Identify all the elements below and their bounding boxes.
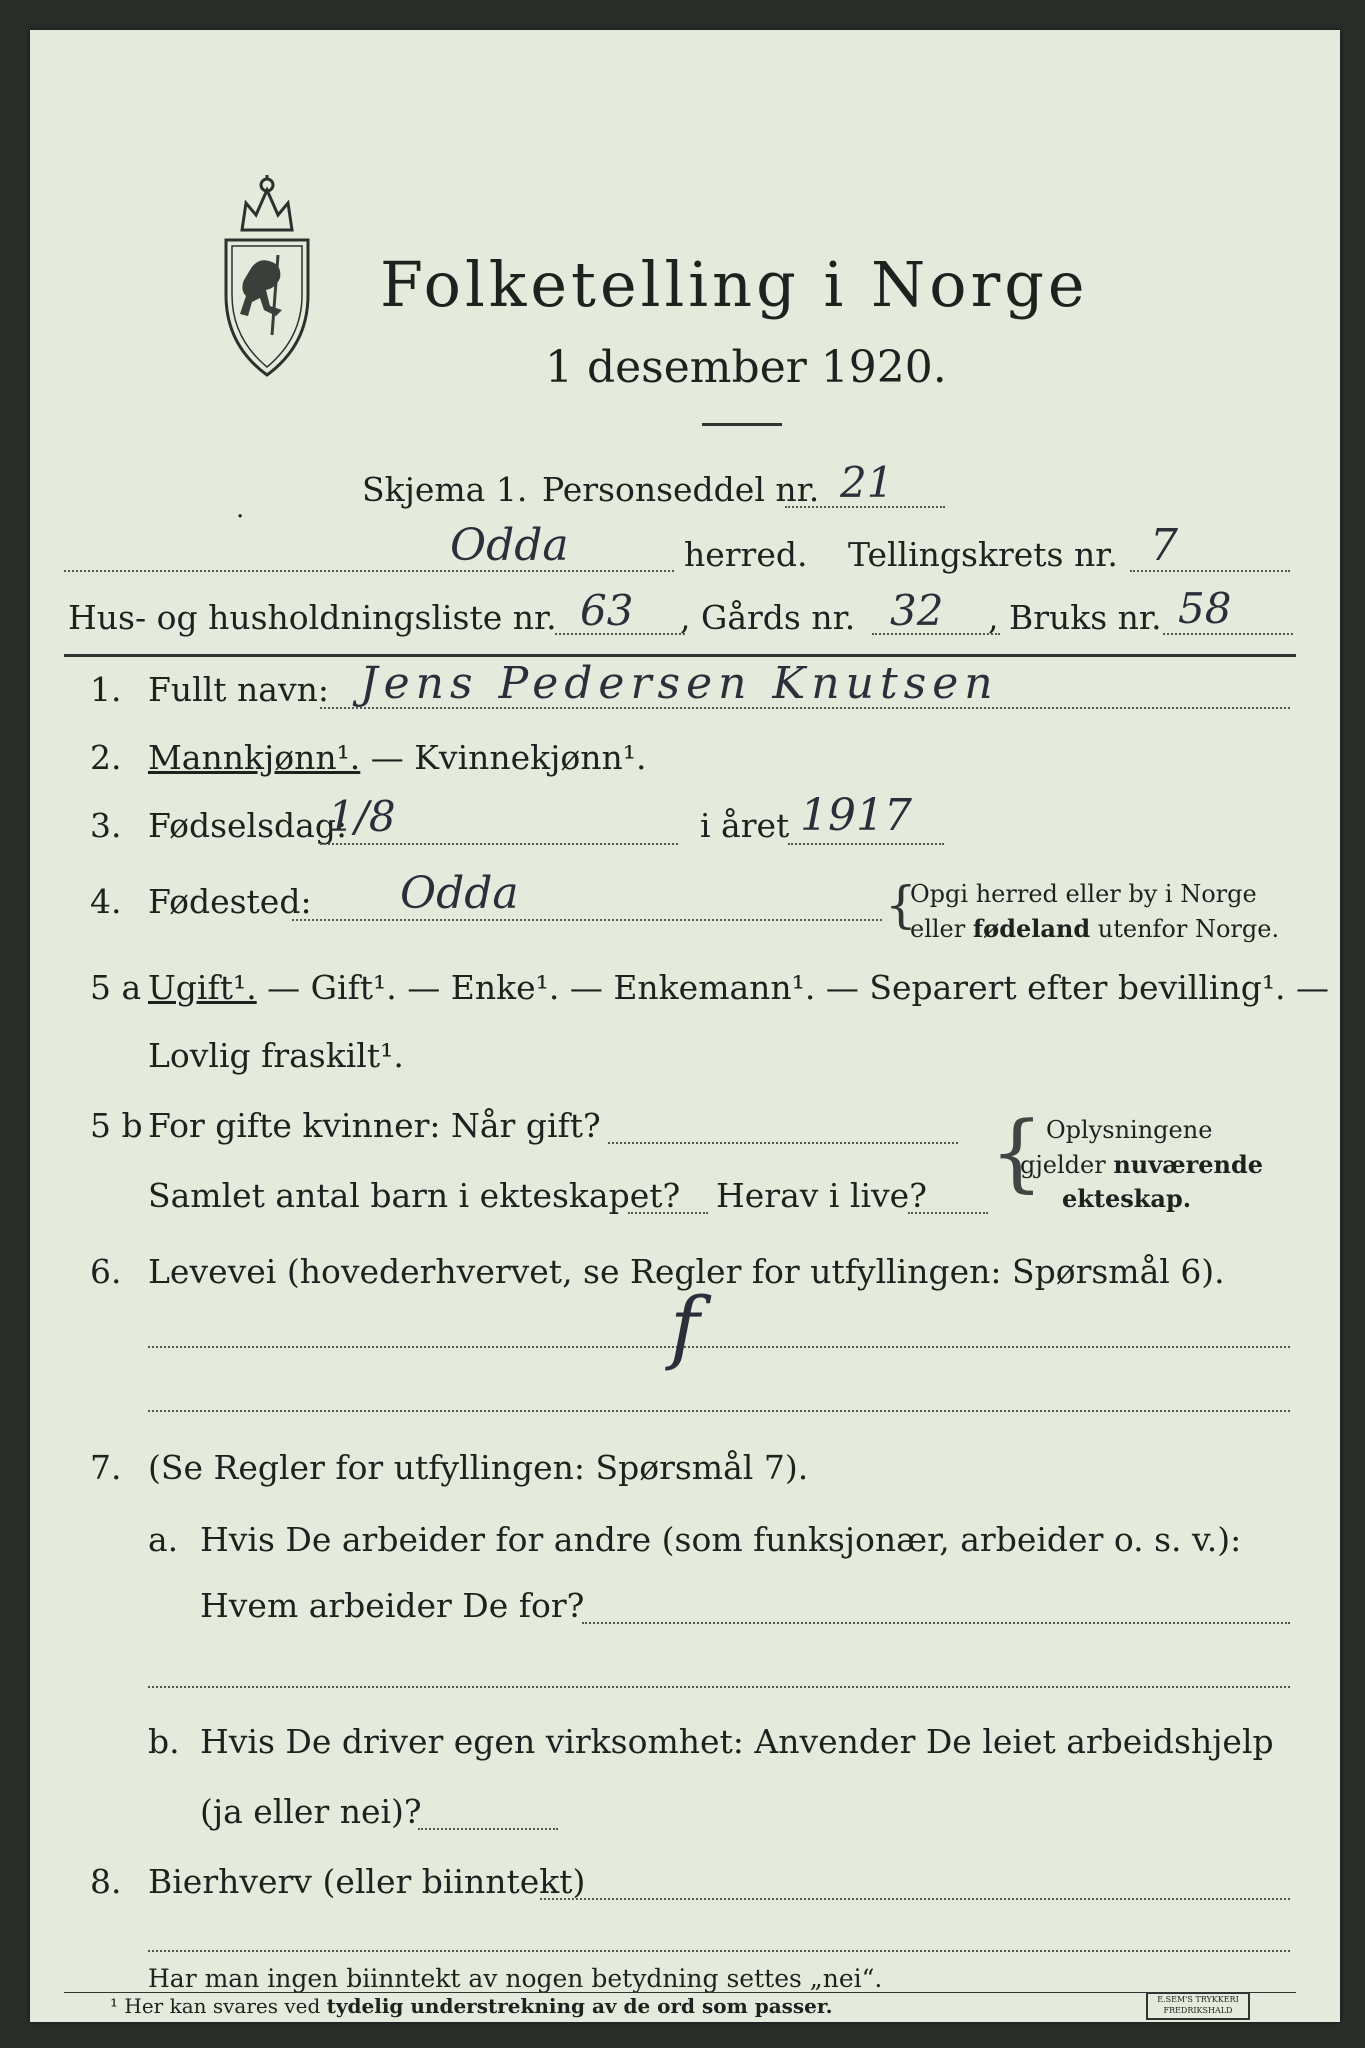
q4-brace: { [885, 876, 917, 934]
q2-separator: — [360, 738, 415, 777]
q7a-line1: Hvis De arbeider for andre (som funksjonær, arbeider o. s. v.): [200, 1520, 1242, 1559]
q5b-brace: { [990, 1103, 1044, 1201]
q7-label: (Se Regler for utfyllingen: Spørsmål 7). [148, 1448, 809, 1487]
bruks-label: , Bruks nr. [988, 598, 1162, 637]
q4-label: Fødested: [148, 882, 312, 921]
q7-number: 7. [90, 1448, 122, 1487]
birthplace-line [292, 919, 882, 921]
current-emphasis: nuværende [1113, 1150, 1264, 1179]
tellingskrets-value[interactable]: 7 [1150, 520, 1178, 571]
occupation-value[interactable]: f [670, 1280, 700, 1373]
stray-dot: · [236, 502, 245, 532]
hired-help-line [418, 1828, 558, 1830]
q5a-options [148, 968, 1329, 1007]
q4-note-line1: Opgi herred eller by i Norge [910, 880, 1257, 908]
q2-options [148, 738, 647, 777]
husliste-value[interactable]: 63 [580, 586, 634, 635]
alive-label: Herav i live? [716, 1176, 927, 1215]
printer-city: FREDRIKSHALD [1163, 2006, 1233, 2015]
printer-name: E.SEM'S TRYKKERI [1157, 1995, 1239, 2004]
gards-value[interactable]: 32 [890, 586, 944, 635]
footnote: ¹ Her kan svares ved tydelig understrekning av de ord som passer. [110, 1994, 833, 2018]
herred-label: herred. [684, 535, 808, 574]
personseddel-label: Personseddel nr. [542, 470, 820, 509]
q4-number: 4. [90, 882, 122, 921]
full-name-value[interactable]: Jens Pedersen Knutsen [360, 658, 999, 709]
marital-other-options: — Gift¹. — Enke¹. — Enkemann¹. — Separert efter bevilling¹. — [256, 968, 1330, 1007]
header-separator [64, 654, 1296, 657]
census-date: 1 desember 1920. [545, 342, 947, 393]
side-income-line-1 [540, 1898, 1290, 1900]
personseddel-value[interactable]: 21 [840, 458, 894, 507]
q5b-label: For gifte kvinner: Når gift? [148, 1106, 601, 1145]
married-when-line [608, 1142, 958, 1144]
gards-label: , Gårds nr. [680, 598, 856, 637]
q8-note: Har man ingen biinntekt av nogen betydning settes „nei“. [148, 1964, 883, 1993]
q7a-letter: a. [148, 1520, 179, 1559]
q8-number: 8. [90, 1862, 122, 1901]
occupation-line-1 [148, 1346, 1290, 1348]
herred-value[interactable]: Odda [450, 520, 569, 571]
printer-stamp [1146, 1992, 1250, 2020]
q5b-note-line2: gjelder nuværende [1020, 1150, 1264, 1179]
q5b-number: 5 b [90, 1106, 143, 1145]
birthplace-value[interactable]: Odda [400, 868, 519, 919]
female-option[interactable]: Kvinnekjønn¹. [414, 738, 647, 777]
q7b-line1: Hvis De driver egen virksomhet: Anvender De leiet arbeidshjelp [200, 1722, 1274, 1761]
alive-line [908, 1212, 988, 1214]
divorced-option[interactable]: Lovlig fraskilt¹. [148, 1036, 404, 1075]
bruks-value[interactable]: 58 [1178, 584, 1232, 633]
q6-number: 6. [90, 1252, 122, 1291]
q3-label: Fødselsdag: [148, 806, 348, 845]
birthday-value[interactable]: 1/8 [328, 792, 396, 841]
employer-line-2 [148, 1686, 1290, 1688]
unmarried-option[interactable]: Ugift¹. [148, 968, 257, 1007]
q6-label: Levevei (hovederhvervet, se Regler for utfyllingen: Spørsmål 6). [148, 1252, 1225, 1291]
birthday-line [320, 843, 678, 845]
children-label: Samlet antal barn i ekteskapet? [148, 1176, 681, 1215]
birth-year-value[interactable]: 1917 [800, 790, 912, 841]
q8-label: Bierhverv (eller biinntekt) [148, 1862, 586, 1901]
q7b-line2: (ja eller nei)? [200, 1792, 422, 1831]
footnote-separator [64, 1992, 1296, 1993]
children-line [628, 1212, 708, 1214]
form-title: Folketelling i Norge [380, 248, 1089, 321]
foreland-emphasis: fødeland [972, 914, 1091, 943]
q3-number: 3. [90, 806, 122, 845]
census-form-sheet [30, 30, 1340, 2022]
title-divider [702, 423, 782, 426]
husliste-label: Hus- og husholdningsliste nr. [68, 598, 557, 637]
skjema-label: Skjema 1. [362, 470, 528, 509]
bruks-line [1163, 633, 1293, 635]
year-line [788, 843, 944, 845]
male-option[interactable]: Mannkjønn¹. [148, 738, 361, 777]
q7b-letter: b. [148, 1722, 180, 1761]
herred-line [64, 570, 674, 572]
year-label: i året [700, 806, 790, 845]
q2-number: 2. [90, 738, 122, 777]
q5a-number: 5 a [90, 968, 142, 1007]
q1-label: Fullt navn: [148, 670, 329, 709]
q5b-note-line3: ekteskap. [1062, 1184, 1192, 1213]
tellingskrets-label: Tellingskrets nr. [848, 535, 1118, 574]
occupation-line-2 [148, 1410, 1290, 1412]
q5b-note-line1: Oplysningene [1046, 1116, 1213, 1144]
employer-line-1 [582, 1622, 1290, 1624]
q7a-line2: Hvem arbeider De for? [200, 1586, 585, 1625]
footnote-emphasis: tydelig understrekning av de ord som passer. [326, 1994, 833, 2018]
side-income-line-2 [148, 1950, 1290, 1952]
q4-note-line2: eller fødeland utenfor Norge. [910, 914, 1280, 943]
norwegian-coat-of-arms-icon [212, 175, 322, 380]
q1-number: 1. [90, 670, 122, 709]
